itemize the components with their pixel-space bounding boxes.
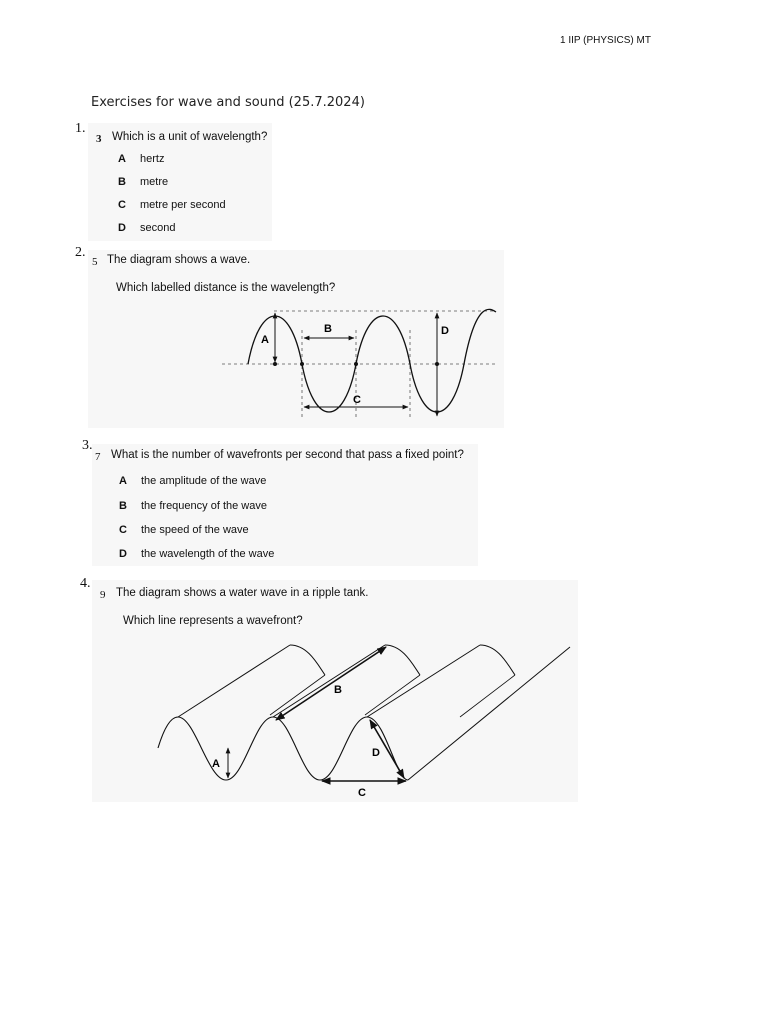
- back-crest: [290, 645, 325, 675]
- question-3-number: 3.: [82, 438, 93, 453]
- trough-line: [460, 675, 515, 717]
- label-a: A: [212, 758, 220, 770]
- question-3-source-number: 7: [95, 451, 101, 463]
- crest-line: [408, 647, 570, 780]
- label-b: B: [334, 684, 342, 696]
- crest-line: [367, 645, 480, 717]
- ripple-tank-diagram: [150, 635, 580, 800]
- question-1-option-d: D second: [118, 222, 176, 234]
- label-c: C: [353, 394, 361, 406]
- wave-point: [273, 362, 277, 366]
- question-1-option-b: B metre: [118, 176, 169, 188]
- question-3-text: What is the number of wavefronts per second that pass a fixed point?: [111, 449, 464, 461]
- wave-point: [354, 362, 358, 366]
- question-1-text: Which is a unit of wavelength?: [112, 131, 268, 143]
- wave-diagram: [210, 300, 510, 430]
- back-crest: [480, 645, 515, 675]
- question-4-number: 4.: [80, 576, 91, 591]
- question-1-option-a: A hertz: [118, 153, 165, 165]
- question-3-option-c: C the speed of the wave: [119, 524, 249, 536]
- question-1-number: 1.: [75, 121, 86, 136]
- label-d: D: [372, 747, 380, 759]
- label-d: D: [441, 325, 449, 337]
- question-2-subtext: Which labelled distance is the wavelength?: [116, 282, 336, 294]
- crest-line: [178, 645, 290, 717]
- question-4-source-number: 9: [100, 589, 106, 601]
- page-title: Exercises for wave and sound (25.7.2024): [91, 95, 365, 110]
- label-b-arrow: [276, 647, 386, 720]
- question-4-subtext: Which line represents a wavefront?: [123, 615, 303, 627]
- question-3-option-b: B the frequency of the wave: [119, 500, 267, 512]
- label-c: C: [358, 787, 366, 799]
- page-header: 1 IIP (PHYSICS) MT: [560, 35, 651, 46]
- wave-point: [300, 362, 304, 366]
- label-a: A: [261, 334, 269, 346]
- question-4-text: The diagram shows a water wave in a ripple tank.: [116, 587, 369, 599]
- question-2-source-number: 5: [92, 256, 98, 268]
- question-2-number: 2.: [75, 245, 86, 260]
- wave-curve: [248, 309, 496, 412]
- question-3-option-a: A the amplitude of the wave: [119, 475, 267, 487]
- question-1-source-number: 3: [96, 133, 102, 145]
- question-2-text: The diagram shows a wave.: [107, 254, 251, 266]
- back-crest: [385, 645, 420, 675]
- question-3-option-d: D the wavelength of the wave: [119, 548, 275, 560]
- front-wave-profile: [158, 717, 408, 780]
- trough-line: [270, 675, 325, 715]
- question-1-option-c: C metre per second: [118, 199, 226, 211]
- trough-line: [365, 675, 420, 715]
- label-b: B: [324, 323, 332, 335]
- crest-line: [273, 645, 385, 717]
